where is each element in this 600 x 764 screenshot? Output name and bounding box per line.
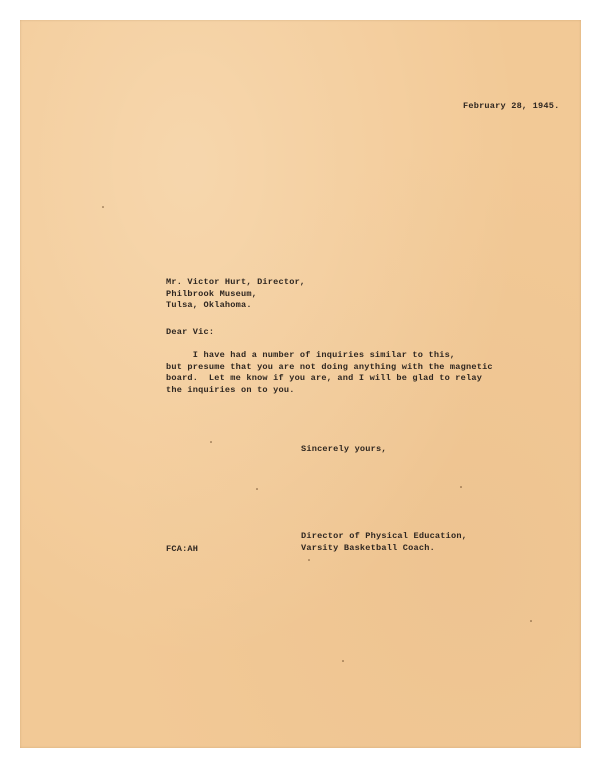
paper-speck	[530, 620, 532, 622]
letter-page	[20, 20, 581, 748]
body-line: the inquiries on to you.	[166, 384, 295, 395]
address-line: Tulsa, Oklahoma.	[166, 300, 252, 310]
body-line: board. Let me know if you are, and I will be glad to relay	[166, 373, 483, 383]
paper-speck	[308, 559, 310, 561]
paper-speck	[460, 486, 462, 488]
recipient-address	[166, 277, 305, 312]
paper-speck	[102, 206, 104, 208]
address-line: Philbrook Museum,	[166, 288, 258, 299]
body-line: I have had a number of inquiries similar to this,	[166, 350, 456, 360]
signature-line: Director of Physical Education,	[301, 531, 468, 541]
paper-speck	[210, 441, 212, 443]
body-line: but presume that you are not doing anything with the magnetic	[166, 361, 493, 372]
letter-body	[166, 350, 493, 396]
salutation: Dear Vic:	[166, 327, 215, 337]
signature-line: Varsity Basketball Coach.	[301, 542, 435, 553]
paper-speck	[342, 660, 344, 662]
reference-initials: FCA:AH	[166, 544, 199, 554]
address-line: Mr. Victor Hurt, Director,	[166, 277, 306, 287]
signature-block	[301, 531, 467, 554]
letter-date: February 28, 1945.	[463, 101, 560, 111]
paper-speck	[256, 488, 258, 490]
closing: Sincerely yours,	[301, 444, 387, 454]
